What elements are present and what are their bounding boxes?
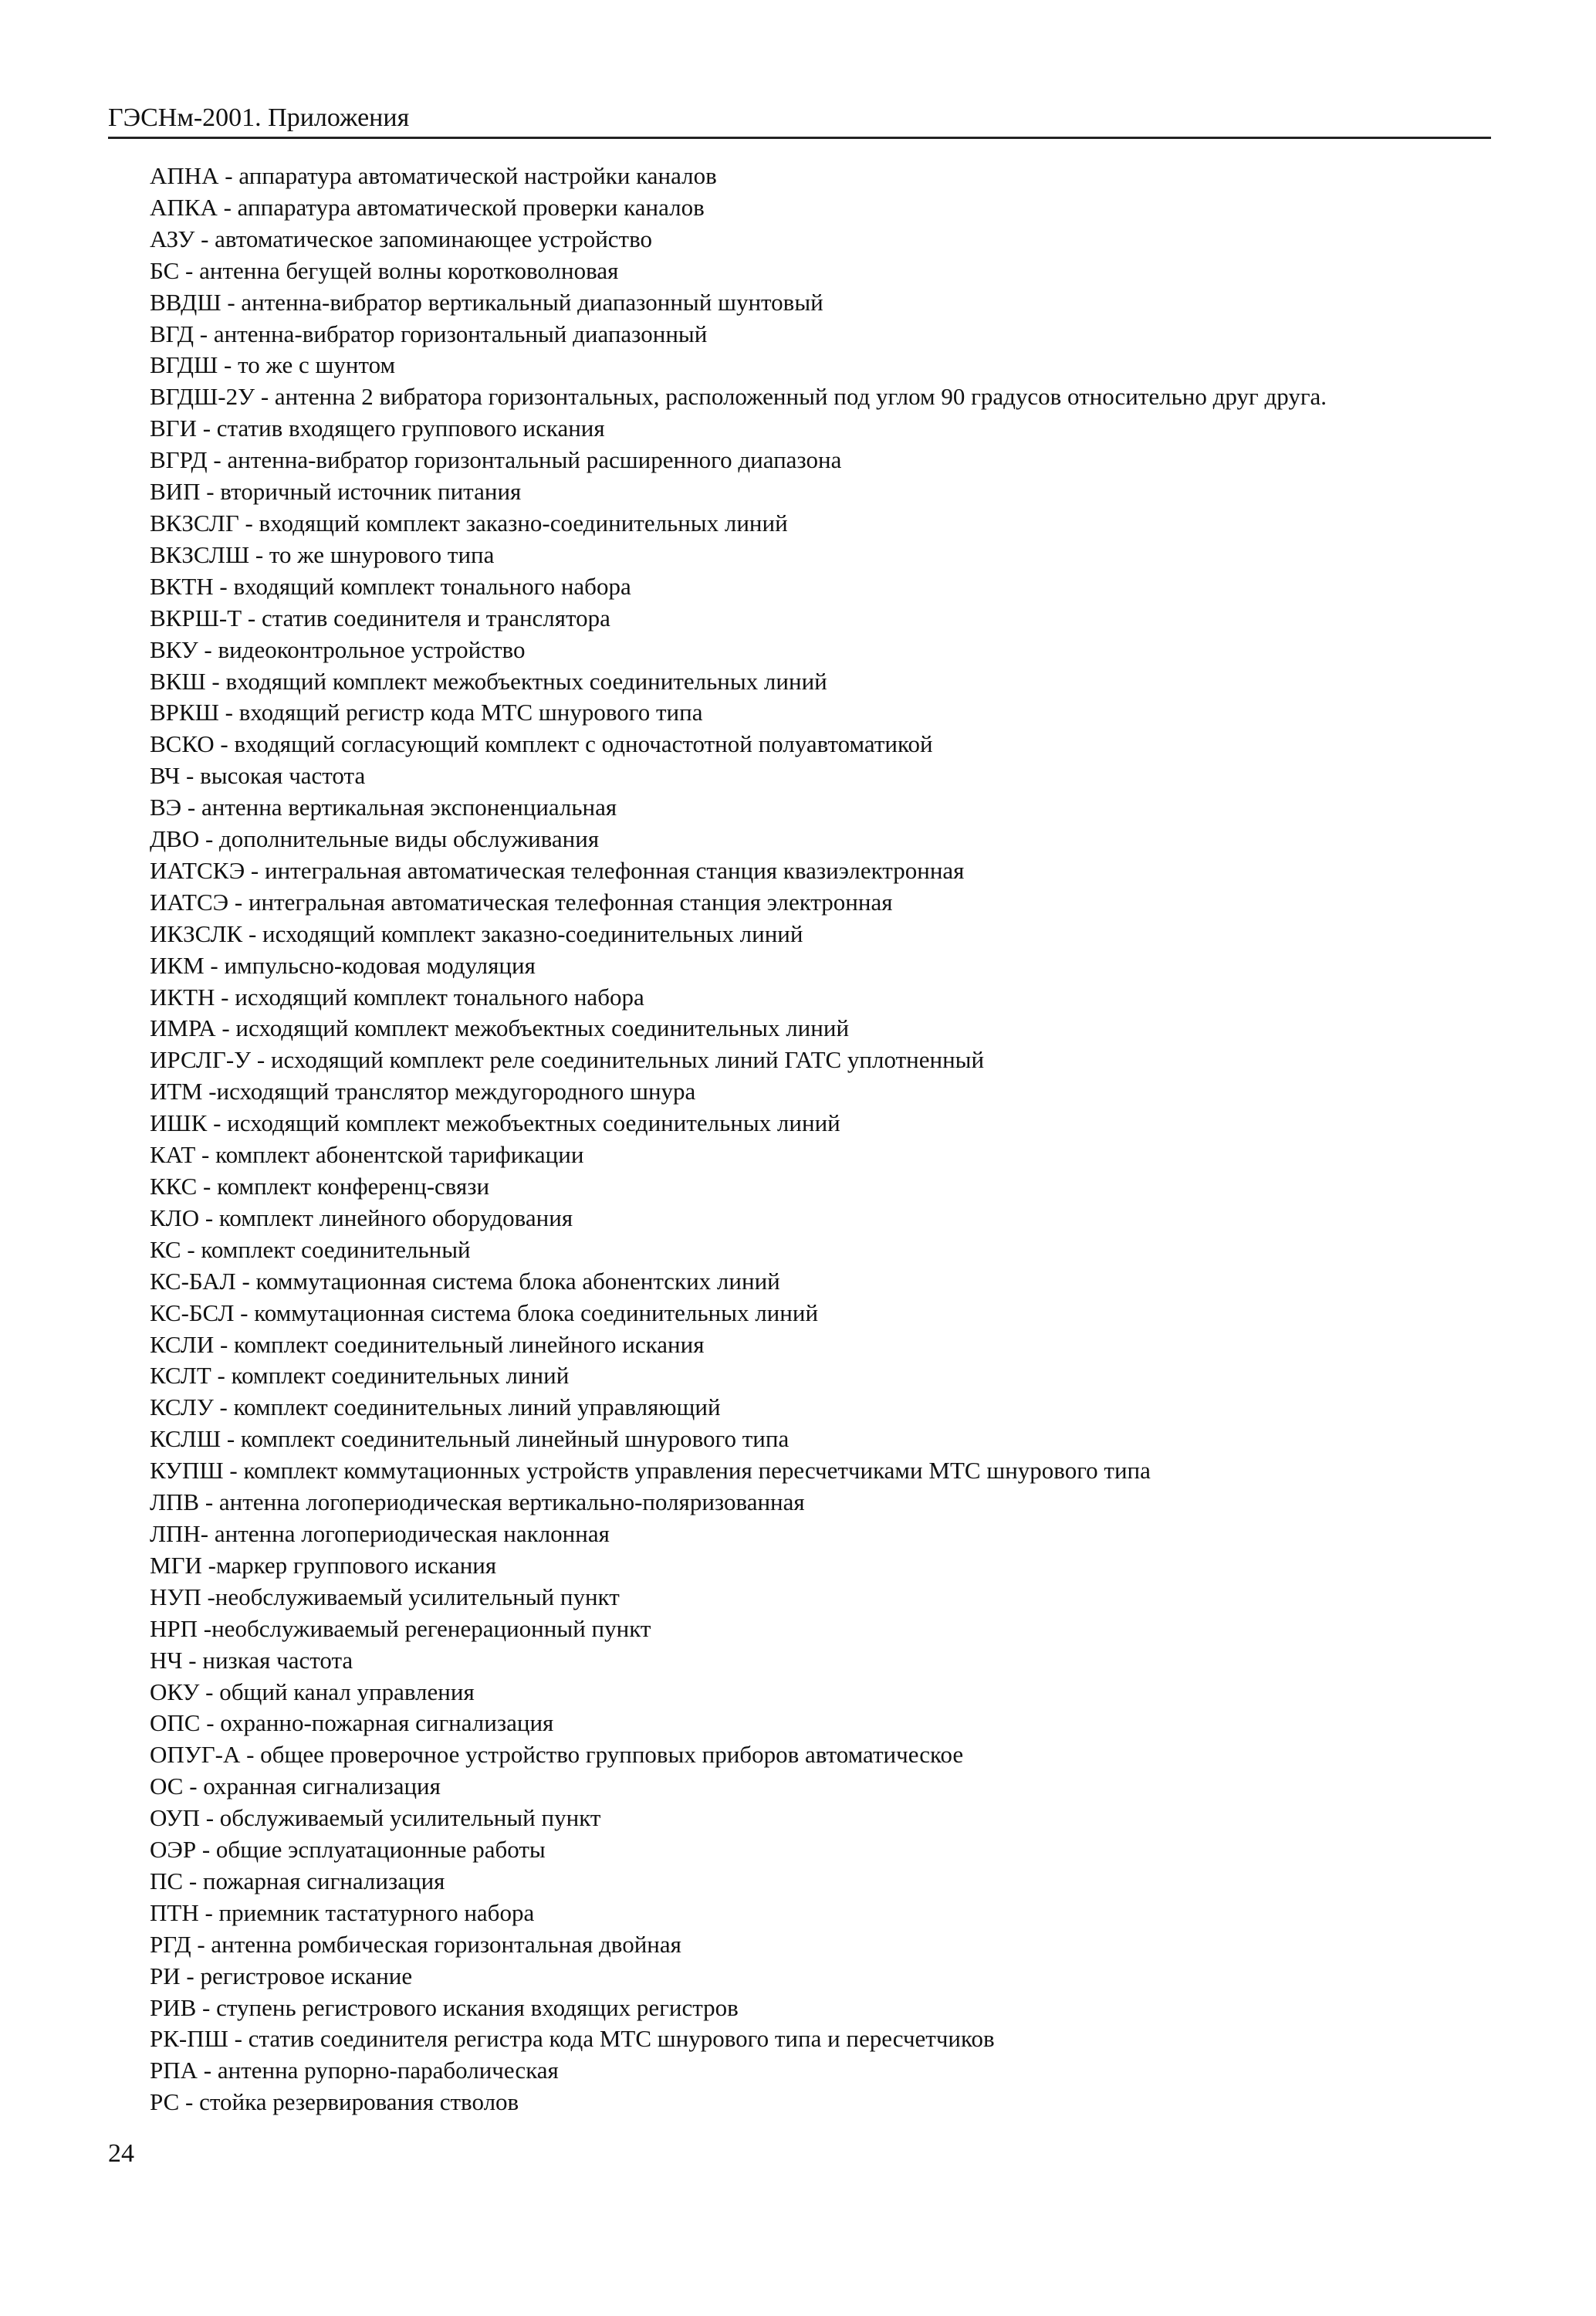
list-item: ВКРШ-Т - статив соединителя и транслятора — [150, 604, 610, 631]
list-item: РК-ПШ - статив соединителя регистра кода МТС шнурового типа и пересчетчиков — [150, 2025, 995, 2053]
list-item: ОКУ - общий канал управления — [150, 1678, 475, 1705]
list-item: ВГД - антенна-вибратор горизонтальный диапазонный — [150, 320, 708, 347]
list-item: ВЭ - антенна вертикальная экспоненциальная — [150, 794, 617, 821]
list-item: ВИП - вторичный источник питания — [150, 478, 522, 506]
list-item: АЗУ - автоматическое запоминающее устройство — [150, 225, 653, 252]
list-item: ВСКО - входящий согласующий комплект с одночастотной полуавтоматикой — [150, 730, 933, 758]
list-item: КС-БАЛ - коммутационная система блока абонентских линий — [150, 1267, 780, 1295]
list-item: ВВДШ - антенна-вибратор вертикальный диапазонный шунтовый — [150, 288, 823, 316]
page-header — [108, 99, 1491, 139]
list-item: КЛО - комплект линейного оборудования — [150, 1204, 573, 1231]
list-item: ВГИ - статив входящего группового искания — [150, 415, 605, 442]
list-item: РС - стойка резервирования стволов — [150, 2088, 519, 2116]
list-item: ЛПВ - антенна логопериодическая вертикально-поляризованная — [150, 1488, 805, 1516]
list-item: НЧ - низкая частота — [150, 1646, 353, 1674]
list-item: НРП -необслуживаемый регенерационный пункт — [150, 1614, 651, 1642]
list-item: АПКА - аппаратура автоматической проверки каналов — [150, 193, 705, 221]
list-item: КСЛТ - комплект соединительных линий — [150, 1362, 570, 1390]
list-item: РГД - антенна ромбическая горизонтальная двойная — [150, 1930, 681, 1958]
list-item: ИАТСЭ - интегральная автоматическая телефонная станция электронная — [150, 888, 893, 916]
list-item: ИРСЛГ-У - исходящий комплект реле соединительных линий ГАТС уплотненный — [150, 1046, 985, 1074]
list-item: ВГРД - антенна-вибратор горизонтальный расширенного диапазона — [150, 446, 842, 474]
list-item: ВРКШ - входящий регистр кода МТС шнурового типа — [150, 699, 703, 726]
list-item: ИАТСКЭ - интегральная автоматическая телефонная станция квазиэлектронная — [150, 856, 965, 884]
list-item: ВГДШ-2У - антенна 2 вибратора горизонтальных, расположенный под углом 90 градусов относительно друг друга. — [150, 383, 1327, 411]
list-item: ВКУ - видеоконтрольное устройство — [150, 635, 526, 663]
list-item: ИШК - исходящий комплект межобъектных соединительных линий — [150, 1109, 840, 1137]
list-item: ВКТН - входящий комплект тонального набора — [150, 572, 631, 600]
list-item: ВКЗСЛШ - то же шнурового типа — [150, 540, 495, 568]
list-item: ДВО - дополнительные виды обслуживания — [150, 825, 600, 853]
list-item: ПС - пожарная сигнализация — [150, 1867, 445, 1894]
list-item: КУПШ - комплект коммутационных устройств управления пересчетчиками МТС шнурового типа — [150, 1457, 1151, 1485]
list-item: НУП -необслуживаемый усилительный пункт — [150, 1583, 620, 1610]
list-item: ИМРА - исходящий комплект межобъектных соединительных линий — [150, 1014, 850, 1042]
list-item: ОПУГ-А - общее проверочное устройство групповых приборов автоматическое — [150, 1741, 964, 1769]
list-item: БС - антенна бегущей волны коротковолновая — [150, 256, 619, 284]
list-item: МГИ -маркер группового искания — [150, 1551, 497, 1579]
list-item: ОС - охранная сигнализация — [150, 1773, 441, 1800]
list-item: ВЧ - высокая частота — [150, 762, 366, 790]
list-item: РПА - антенна рупорно-параболическая — [150, 2057, 559, 2084]
list-item: ВГДШ - то же с шунтом — [150, 351, 396, 379]
list-item: ВКЗСЛГ - входящий комплект заказно-соединительных линий — [150, 509, 788, 537]
page-title: ГЭСНм-2001. Приложения — [108, 103, 410, 132]
list-item: РИВ - ступень регистрового искания входящих регистров — [150, 1993, 739, 2021]
list-item: ОЭР - общие эсплуатационные работы — [150, 1836, 546, 1864]
list-item: ЛПН- антенна логопериодическая наклонная — [150, 1519, 610, 1547]
list-item: ИКМ - импульсно-кодовая модуляция — [150, 951, 536, 979]
page-number: 24 — [108, 2139, 134, 2168]
list-item: ОУП - обслуживаемый усилительный пункт — [150, 1804, 601, 1832]
list-item: ПТН - приемник тастатурного набора — [150, 1898, 535, 1926]
list-item: ККС - комплект конференц-связи — [150, 1173, 490, 1200]
list-item: ИТМ -исходящий транслятор междугородного шнура — [150, 1078, 696, 1106]
list-item: ОПС - охранно-пожарная сигнализация — [150, 1709, 554, 1737]
list-item: АПНА - аппаратура автоматической настройки каналов — [150, 162, 717, 189]
list-item: РИ - регистровое искание — [150, 1962, 413, 1989]
list-item: КС-БСЛ - коммутационная система блока соединительных линий — [150, 1299, 819, 1326]
list-item: ИКТН - исходящий комплект тонального набора — [150, 983, 644, 1011]
list-item: КАТ - комплект абонентской тарификации — [150, 1141, 584, 1169]
list-item: КСЛИ - комплект соединительный линейного искания — [150, 1330, 705, 1358]
list-item: КСЛУ - комплект соединительных линий управляющий — [150, 1393, 721, 1421]
abbreviation-list — [108, 161, 1489, 2118]
list-item: ИКЗСЛК - исходящий комплект заказно-соединительных линий — [150, 919, 803, 947]
list-item: КС - комплект соединительный — [150, 1235, 471, 1263]
list-item: ВКШ - входящий комплект межобъектных соединительных линий — [150, 667, 827, 695]
list-item: КСЛШ - комплект соединительный линейный шнурового типа — [150, 1425, 790, 1453]
